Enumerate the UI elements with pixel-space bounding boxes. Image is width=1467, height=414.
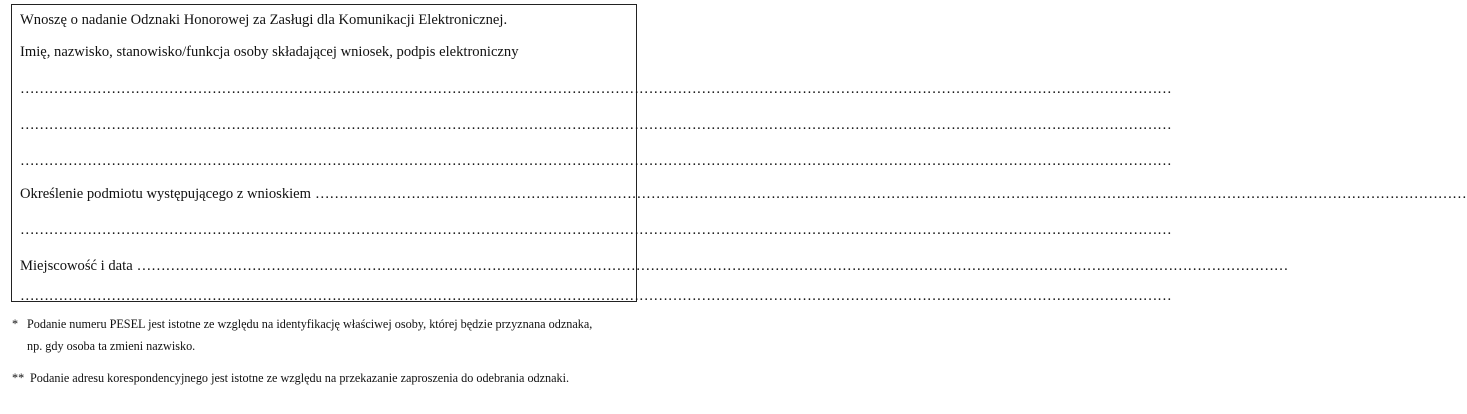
place-date-field-line-2[interactable]: …………………………………………………………………………………………………………………………………………………………………………………………………………………… bbox=[20, 288, 1172, 304]
signatory-field-line-1[interactable]: …………………………………………………………………………………………………………………………………………………………………………………………………………………… bbox=[20, 81, 1172, 97]
place-date-field[interactable]: …………………………………………………………………………………………………………………………………………………………………………………………………………………… bbox=[136, 258, 1289, 274]
signatory-label: Imię, nazwisko, stanowisko/funkcja osoby składającej wniosek, podpis elektroniczny bbox=[20, 44, 519, 60]
place-date-row bbox=[20, 257, 1289, 275]
request-statement: Wnoszę o nadanie Odznaki Honorowej za Zasługi dla Komunikacji Elektronicznej. bbox=[20, 12, 508, 28]
entity-field[interactable]: …………………………………………………………………………………………………………………………………………………………………………………………………………………… bbox=[315, 186, 1467, 202]
footnote-mark-double: ** bbox=[12, 371, 25, 385]
footnote-address-text: Podanie adresu korespondencyjnego jest istotne ze względu na przekazanie zaproszenia do odebrania odznaki. bbox=[30, 371, 570, 385]
application-form-box bbox=[11, 4, 1467, 304]
footnote-pesel bbox=[12, 314, 640, 335]
footnote-pesel-line-2: np. gdy osoba ta zmieni nazwisko. bbox=[27, 339, 196, 353]
footnote-pesel-text: Podanie numeru PESEL jest istotne ze względu na identyfikację właściwej osoby, której będzie przyznana odznaka, bbox=[27, 317, 593, 331]
footnote-pesel-line-1 bbox=[12, 314, 592, 335]
place-date-label: Miejscowość i data bbox=[20, 258, 133, 274]
entity-row bbox=[20, 185, 1467, 203]
signatory-field-line-2[interactable]: …………………………………………………………………………………………………………………………………………………………………………………………………………………… bbox=[20, 117, 1172, 133]
footnote-address bbox=[12, 368, 569, 389]
entity-field-line-2[interactable]: …………………………………………………………………………………………………………………………………………………………………………………………………………………… bbox=[20, 222, 1172, 238]
signatory-field-line-3[interactable]: …………………………………………………………………………………………………………………………………………………………………………………………………………………… bbox=[20, 153, 1172, 169]
entity-label: Określenie podmiotu występującego z wnioskiem bbox=[20, 186, 311, 202]
footnote-mark-single: * bbox=[12, 317, 19, 331]
